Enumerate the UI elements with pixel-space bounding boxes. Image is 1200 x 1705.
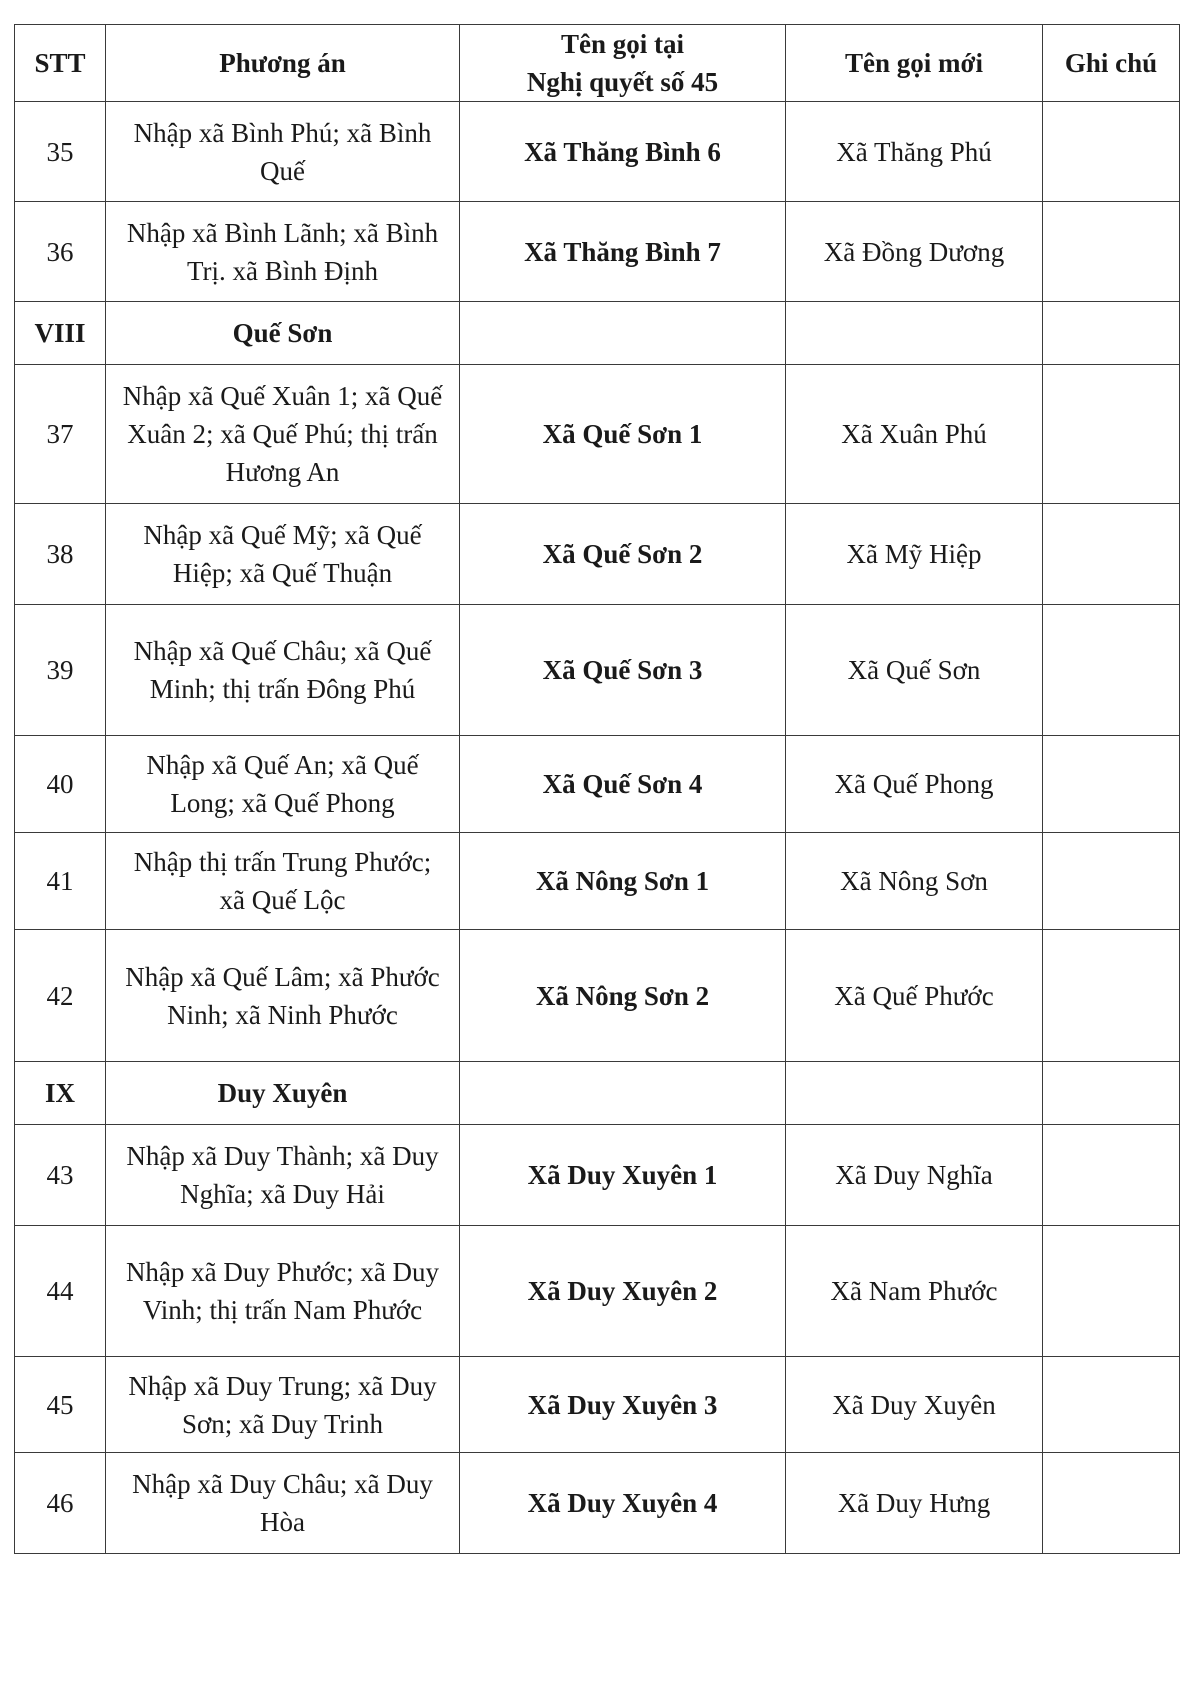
table-row [15, 202, 1180, 302]
cell-ten-goi-moi: Xã Thăng Phú [786, 102, 1043, 202]
cell-ten-goi-nq45 [460, 302, 786, 365]
header-ten-goi-nq45 [460, 25, 786, 102]
table-row [15, 1357, 1180, 1453]
cell-ghi-chu [1043, 1453, 1180, 1554]
cell-phuong-an: Nhập xã Duy Trung; xã Duy Sơn; xã Duy Trinh [106, 1357, 460, 1453]
table-row [15, 102, 1180, 202]
cell-ten-goi-nq45: Xã Quế Sơn 4 [460, 736, 786, 833]
table-row [15, 1453, 1180, 1554]
cell-ten-goi-nq45: Xã Quế Sơn 3 [460, 605, 786, 736]
header-ten-goi-nq45-line1: Tên gọi tại [560, 29, 684, 59]
cell-phuong-an: Nhập xã Quế Châu; xã Quế Minh; thị trấn Đông Phú [106, 605, 460, 736]
cell-stt: 44 [15, 1226, 106, 1357]
cell-ten-goi-moi: Xã Quế Phước [786, 930, 1043, 1062]
table-row [15, 1125, 1180, 1226]
cell-ten-goi-nq45: Xã Duy Xuyên 4 [460, 1453, 786, 1554]
cell-ghi-chu [1043, 833, 1180, 930]
cell-stt: 42 [15, 930, 106, 1062]
cell-ten-goi-moi: Xã Quế Sơn [786, 605, 1043, 736]
cell-phuong-an: Nhập xã Duy Thành; xã Duy Nghĩa; xã Duy Hải [106, 1125, 460, 1226]
header-stt: STT [15, 25, 106, 102]
cell-ten-goi-moi [786, 1062, 1043, 1125]
cell-ghi-chu [1043, 302, 1180, 365]
cell-phuong-an: Nhập xã Quế Lâm; xã Phước Ninh; xã Ninh Phước [106, 930, 460, 1062]
cell-ten-goi-nq45: Xã Quế Sơn 2 [460, 504, 786, 605]
cell-stt: 37 [15, 365, 106, 504]
cell-ten-goi-moi: Xã Mỹ Hiệp [786, 504, 1043, 605]
cell-ghi-chu [1043, 202, 1180, 302]
cell-ten-goi-nq45: Xã Thăng Bình 7 [460, 202, 786, 302]
cell-stt: 46 [15, 1453, 106, 1554]
cell-ten-goi-moi: Xã Đồng Dương [786, 202, 1043, 302]
cell-stt: 39 [15, 605, 106, 736]
cell-section-name: Quế Sơn [106, 302, 460, 365]
cell-ten-goi-nq45 [460, 1062, 786, 1125]
cell-ten-goi-moi: Xã Nam Phước [786, 1226, 1043, 1357]
cell-ghi-chu [1043, 1062, 1180, 1125]
table-row [15, 365, 1180, 504]
cell-stt: 35 [15, 102, 106, 202]
cell-ten-goi-moi: Xã Nông Sơn [786, 833, 1043, 930]
table-row [15, 605, 1180, 736]
cell-ghi-chu [1043, 102, 1180, 202]
table-row [15, 736, 1180, 833]
cell-phuong-an: Nhập xã Quế Mỹ; xã Quế Hiệp; xã Quế Thuận [106, 504, 460, 605]
cell-ghi-chu [1043, 1357, 1180, 1453]
cell-ten-goi-nq45: Xã Nông Sơn 2 [460, 930, 786, 1062]
cell-ten-goi-nq45: Xã Duy Xuyên 1 [460, 1125, 786, 1226]
cell-phuong-an: Nhập thị trấn Trung Phước; xã Quế Lộc [106, 833, 460, 930]
cell-ghi-chu [1043, 1226, 1180, 1357]
cell-phuong-an: Nhập xã Bình Phú; xã Bình Quế [106, 102, 460, 202]
cell-stt: 40 [15, 736, 106, 833]
cell-ghi-chu [1043, 1125, 1180, 1226]
cell-ten-goi-nq45: Xã Duy Xuyên 3 [460, 1357, 786, 1453]
cell-stt: 45 [15, 1357, 106, 1453]
header-ghi-chu: Ghi chú [1043, 25, 1180, 102]
cell-ghi-chu [1043, 605, 1180, 736]
table-row [15, 504, 1180, 605]
cell-stt: 41 [15, 833, 106, 930]
cell-ten-goi-moi: Xã Duy Nghĩa [786, 1125, 1043, 1226]
cell-ghi-chu [1043, 365, 1180, 504]
cell-ghi-chu [1043, 504, 1180, 605]
cell-section-name: Duy Xuyên [106, 1062, 460, 1125]
cell-section-number: VIII [15, 302, 106, 365]
cell-section-number: IX [15, 1062, 106, 1125]
cell-ten-goi-moi [786, 302, 1043, 365]
cell-ghi-chu [1043, 736, 1180, 833]
cell-ten-goi-moi: Xã Duy Hưng [786, 1453, 1043, 1554]
cell-stt: 38 [15, 504, 106, 605]
cell-ten-goi-nq45: Xã Nông Sơn 1 [460, 833, 786, 930]
cell-stt: 43 [15, 1125, 106, 1226]
table-row [15, 833, 1180, 930]
table-row [15, 930, 1180, 1062]
table-row [15, 1226, 1180, 1357]
cell-phuong-an: Nhập xã Quế Xuân 1; xã Quế Xuân 2; xã Quế Phú; thị trấn Hương An [106, 365, 460, 504]
section-row [15, 302, 1180, 365]
cell-ten-goi-moi: Xã Xuân Phú [786, 365, 1043, 504]
cell-ten-goi-nq45: Xã Duy Xuyên 2 [460, 1226, 786, 1357]
cell-stt: 36 [15, 202, 106, 302]
cell-phuong-an: Nhập xã Bình Lãnh; xã Bình Trị. xã Bình Định [106, 202, 460, 302]
header-row [15, 25, 1180, 102]
cell-ten-goi-nq45: Xã Quế Sơn 1 [460, 365, 786, 504]
header-phuong-an: Phương án [106, 25, 460, 102]
header-ten-goi-nq45-line2: Nghị quyết số 45 [526, 67, 719, 97]
cell-ghi-chu [1043, 930, 1180, 1062]
header-ten-goi-moi: Tên gọi mới [786, 25, 1043, 102]
cell-phuong-an: Nhập xã Duy Phước; xã Duy Vinh; thị trấn Nam Phước [106, 1226, 460, 1357]
section-row [15, 1062, 1180, 1125]
cell-phuong-an: Nhập xã Duy Châu; xã Duy Hòa [106, 1453, 460, 1554]
cell-ten-goi-moi: Xã Quế Phong [786, 736, 1043, 833]
cell-ten-goi-moi: Xã Duy Xuyên [786, 1357, 1043, 1453]
document-table [14, 24, 1180, 1554]
cell-ten-goi-nq45: Xã Thăng Bình 6 [460, 102, 786, 202]
cell-phuong-an: Nhập xã Quế An; xã Quế Long; xã Quế Phong [106, 736, 460, 833]
